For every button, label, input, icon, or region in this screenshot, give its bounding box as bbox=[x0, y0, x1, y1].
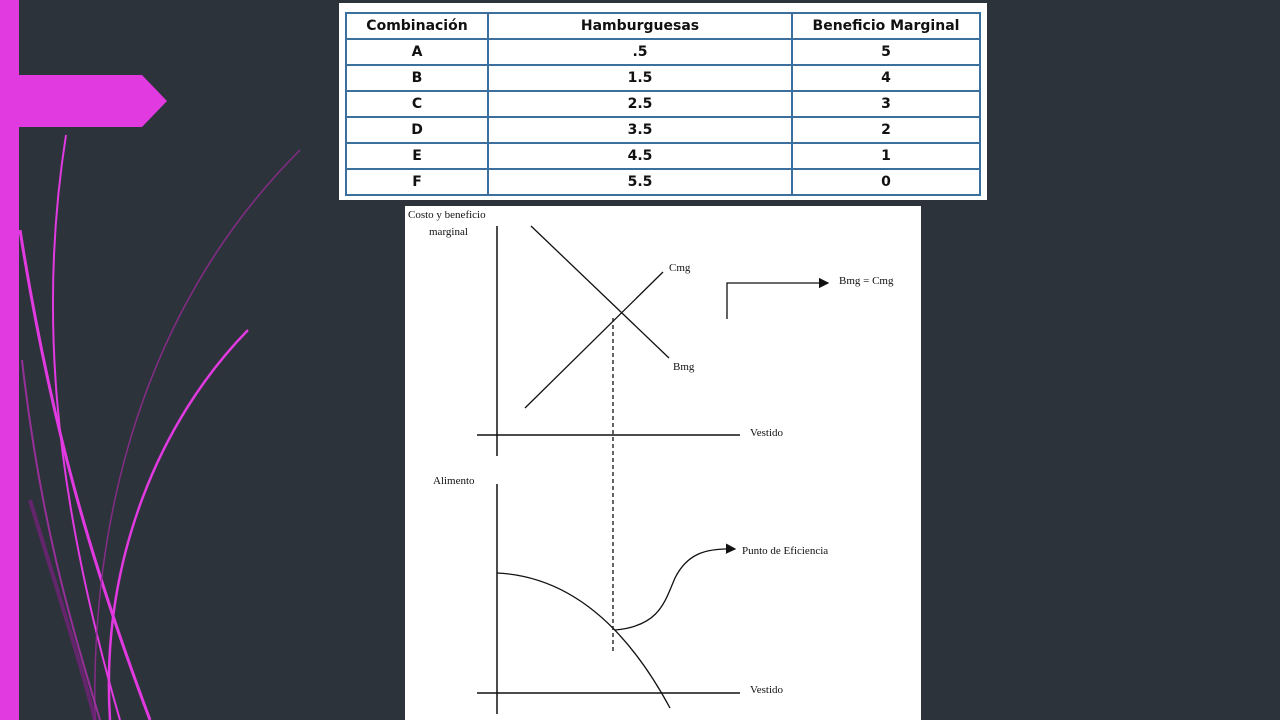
table-row bbox=[346, 143, 980, 169]
bottom-x-axis-label: Vestido bbox=[750, 684, 783, 696]
table-cell: 4.5 bbox=[488, 143, 792, 169]
bmg-curve bbox=[531, 226, 669, 358]
decor-curve-6 bbox=[30, 500, 95, 720]
cmg-label: Cmg bbox=[669, 262, 691, 274]
decorative-accent bbox=[0, 0, 320, 720]
header-hamburguesas: Hamburguesas bbox=[488, 13, 792, 39]
top-y-axis-label-line2: marginal bbox=[429, 226, 468, 238]
bottom-y-axis-label: Alimento bbox=[433, 475, 475, 487]
table-row bbox=[346, 39, 980, 65]
equation-arrow bbox=[727, 283, 828, 319]
table-cell: F bbox=[346, 169, 488, 195]
decor-curve-4 bbox=[95, 150, 300, 720]
table-header-row bbox=[346, 13, 980, 39]
table-row bbox=[346, 117, 980, 143]
top-y-axis-label-line1: Costo y beneficio bbox=[408, 209, 486, 221]
header-beneficio-marginal: Beneficio Marginal bbox=[792, 13, 980, 39]
table-cell: 3 bbox=[792, 91, 980, 117]
table-row bbox=[346, 169, 980, 195]
header-combinacion: Combinación bbox=[346, 13, 488, 39]
table-panel bbox=[339, 3, 987, 200]
table-cell: 4 bbox=[792, 65, 980, 91]
table-cell: 5 bbox=[792, 39, 980, 65]
table-cell: 2.5 bbox=[488, 91, 792, 117]
table-cell: 1.5 bbox=[488, 65, 792, 91]
table-cell: C bbox=[346, 91, 488, 117]
table-row bbox=[346, 91, 980, 117]
ppf-curve bbox=[497, 573, 670, 708]
efficiency-arrow bbox=[615, 549, 735, 630]
bmg-label: Bmg bbox=[673, 361, 695, 373]
table-row bbox=[346, 65, 980, 91]
accent-arrow-tab bbox=[0, 75, 167, 127]
decor-curve-1 bbox=[53, 135, 120, 720]
marginal-benefit-table bbox=[345, 12, 981, 196]
table-cell: A bbox=[346, 39, 488, 65]
table-cell: 3.5 bbox=[488, 117, 792, 143]
table-cell: E bbox=[346, 143, 488, 169]
top-x-axis-label: Vestido bbox=[750, 427, 783, 439]
table-cell: 5.5 bbox=[488, 169, 792, 195]
diagram-panel bbox=[405, 206, 921, 720]
efficiency-label: Punto de Eficiencia bbox=[742, 545, 829, 557]
table-cell: 0 bbox=[792, 169, 980, 195]
table-cell: 1 bbox=[792, 143, 980, 169]
marginal-analysis-diagram bbox=[405, 206, 921, 720]
table-cell: D bbox=[346, 117, 488, 143]
table-cell: 2 bbox=[792, 117, 980, 143]
table-cell: B bbox=[346, 65, 488, 91]
cmg-curve bbox=[525, 272, 663, 408]
equation-label: Bmg = Cmg bbox=[839, 275, 894, 287]
table-cell: .5 bbox=[488, 39, 792, 65]
